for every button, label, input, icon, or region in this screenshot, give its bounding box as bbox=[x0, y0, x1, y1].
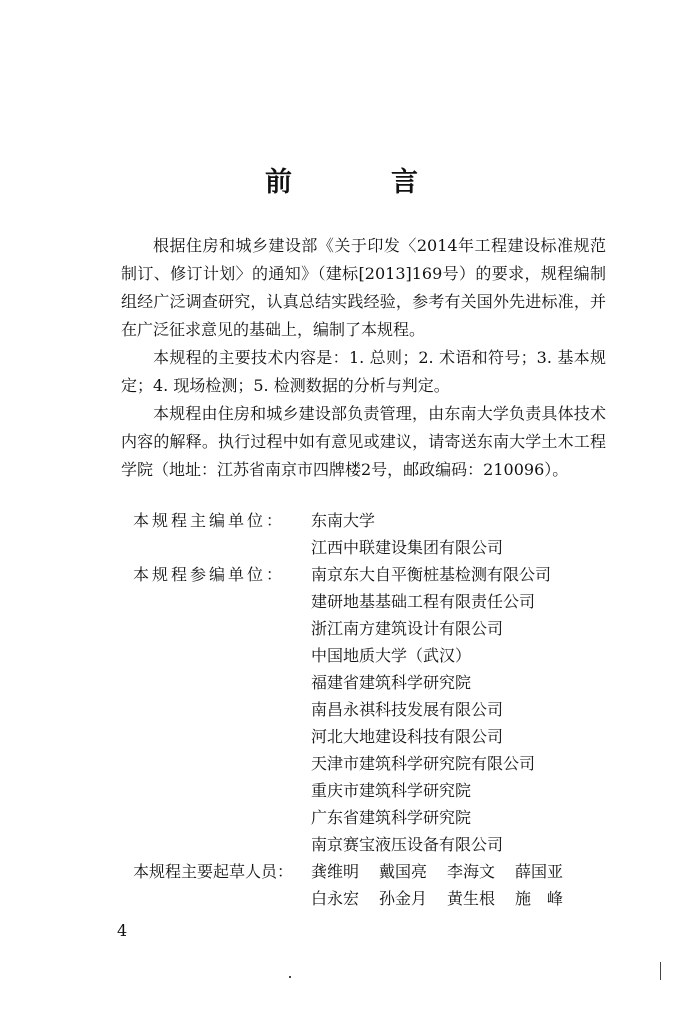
paragraph-1 bbox=[121, 232, 606, 344]
drafter-name: 李海文 bbox=[447, 862, 496, 881]
unit-name: 浙江南方建筑设计有限公司 bbox=[311, 619, 504, 638]
unit-name: 福建省建筑科学研究院 bbox=[311, 673, 472, 692]
unit-name: 建研地基基础工程有限责任公司 bbox=[311, 592, 536, 611]
chief-units-label: 本规程主编单位： bbox=[133, 511, 286, 530]
scan-speck bbox=[660, 962, 661, 980]
drafter-name: 龚维明 bbox=[311, 862, 360, 881]
page-number: 4 bbox=[117, 921, 128, 940]
unit-name: 广东省建筑科学研究院 bbox=[311, 808, 472, 827]
unit-name: 南京东大自平衡桩基检测有限公司 bbox=[311, 565, 552, 584]
paragraph-2 bbox=[121, 344, 606, 400]
drafters-label: 本规程主要起草人员： bbox=[133, 862, 294, 881]
unit-name: 南京赛宝液压设备有限公司 bbox=[311, 835, 504, 854]
paragraph-text: 本规程由住房和城乡建设部负责管理，由东南大学负责具体技术内容的解释。执行过程中如有意见或建议，请寄送东南大学土木工程学院（地址：江苏省南京市四牌楼2号，邮政编码：210096）。 bbox=[121, 404, 606, 479]
unit-name: 重庆市建筑科学研究院 bbox=[311, 781, 472, 800]
drafter-name: 薛国亚 bbox=[515, 862, 564, 881]
drafter-name: 黄生根 bbox=[447, 889, 496, 908]
drafter-name: 白永宏 bbox=[311, 889, 360, 908]
drafters-names-line-2 bbox=[311, 885, 583, 913]
scan-speck bbox=[289, 976, 291, 978]
paragraph-text: 根据住房和城乡建设部《关于印发〈2014年工程建设标准规范制订、修订计划〉的通知》（建标[2013]169号）的要求，规程编制组经广泛调查研究，认真总结实践经验，参考有关国外先进标准，并在广泛征求意见的基础上，编制了本规程。 bbox=[121, 236, 606, 339]
unit-name: 河北大地建设科技有限公司 bbox=[311, 727, 504, 746]
drafter-name: 戴国亮 bbox=[379, 862, 428, 881]
participating-units-label: 本规程参编单位： bbox=[133, 565, 286, 584]
unit-name: 天津市建筑科学研究院有限公司 bbox=[311, 754, 536, 773]
unit-name: 江西中联建设集团有限公司 bbox=[311, 538, 504, 557]
drafter-name: 施 峰 bbox=[515, 889, 564, 908]
page-title: 前 言 bbox=[265, 167, 454, 198]
unit-name: 中国地质大学（武汉） bbox=[311, 646, 472, 665]
paragraph-3 bbox=[121, 400, 606, 484]
drafters-names-line-1 bbox=[311, 858, 583, 886]
unit-name: 东南大学 bbox=[311, 511, 376, 530]
paragraph-text: 本规程的主要技术内容是：1. 总则；2. 术语和符号；3. 基本规定；4. 现场检测；5. 检测数据的分析与判定。 bbox=[121, 348, 606, 395]
drafter-name: 孙金月 bbox=[379, 889, 428, 908]
unit-name: 南昌永祺科技发展有限公司 bbox=[311, 700, 504, 719]
